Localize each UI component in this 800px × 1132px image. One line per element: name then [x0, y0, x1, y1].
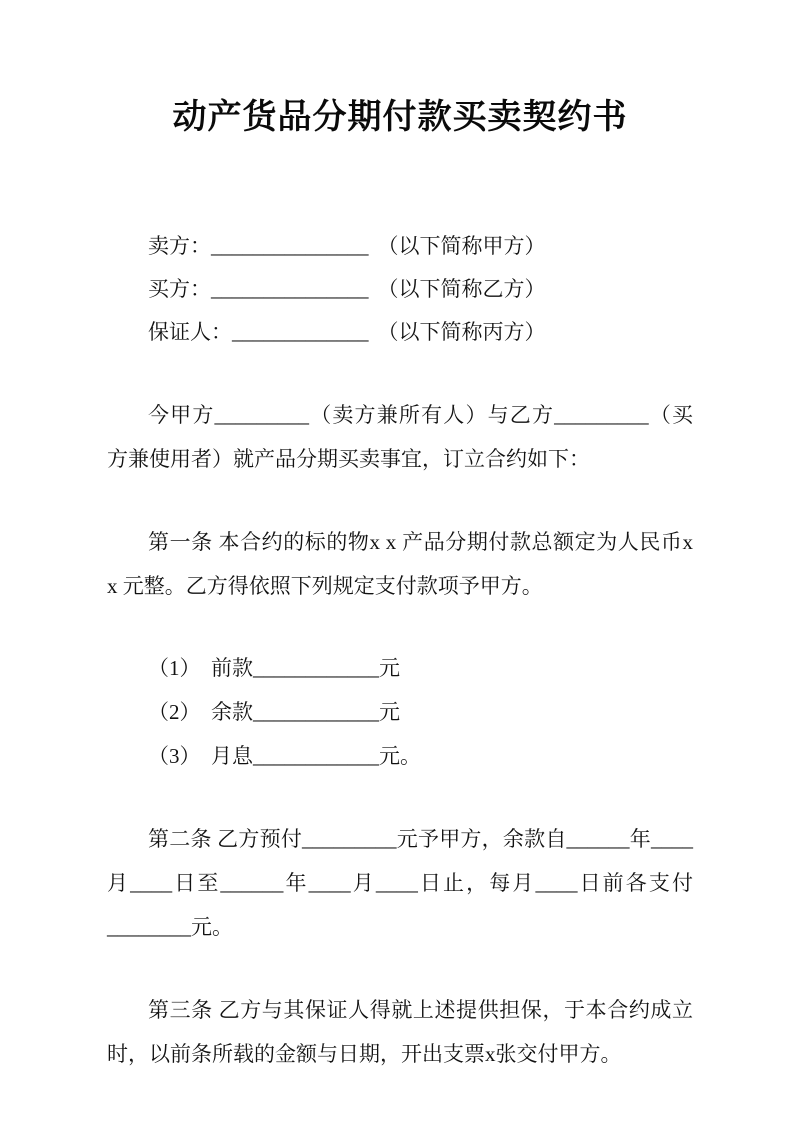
document-title: 动产货品分期付款买卖契约书: [172, 98, 628, 136]
party-blank-buyer: _______________: [211, 277, 369, 301]
article-3-paragraph: 第三条 乙方与其保证人得就上述提供担保，于本合约成立时，以前条所载的金额与日期，开出支票x张交付甲方。: [107, 998, 693, 1066]
party-blank-seller: _______________: [211, 234, 369, 258]
article-1-paragraph: 第一条 本合约的标的物x x 产品分期付款总额定为人民币x x 元整。乙方得依照下列规定支付款项予甲方。: [107, 530, 693, 598]
party-line-seller: [107, 225, 693, 268]
parties-section: [107, 225, 693, 354]
payment-items-section: [107, 646, 693, 778]
party-label-seller: 卖方：: [148, 234, 211, 258]
party-note-seller: （以下简称甲方）: [377, 234, 546, 258]
party-line-buyer: [107, 268, 693, 311]
payment-item-2: （2） 余款____________元: [148, 700, 400, 724]
party-note-guarantor: （以下简称丙方）: [377, 320, 546, 344]
party-note-buyer: （以下简称乙方）: [377, 277, 546, 301]
payment-item-1: （1） 前款____________元: [148, 656, 400, 680]
intro-paragraph: 今甲方_________（卖方兼所有人）与乙方_________（买方兼使用者）就产品分期买卖事宜，订立合约如下：: [107, 403, 693, 471]
party-label-guarantor: 保证人：: [148, 320, 232, 344]
party-blank-guarantor: _____________: [232, 320, 369, 344]
party-label-buyer: 买方：: [148, 277, 211, 301]
article-2-paragraph: 第二条 乙方预付_________元予甲方，余款自______年____月____日至______年____月____日止，每月____日前各支付________元。: [107, 827, 693, 939]
payment-item-3: （3） 月息____________元。: [148, 744, 421, 768]
party-line-guarantor: [107, 311, 693, 354]
